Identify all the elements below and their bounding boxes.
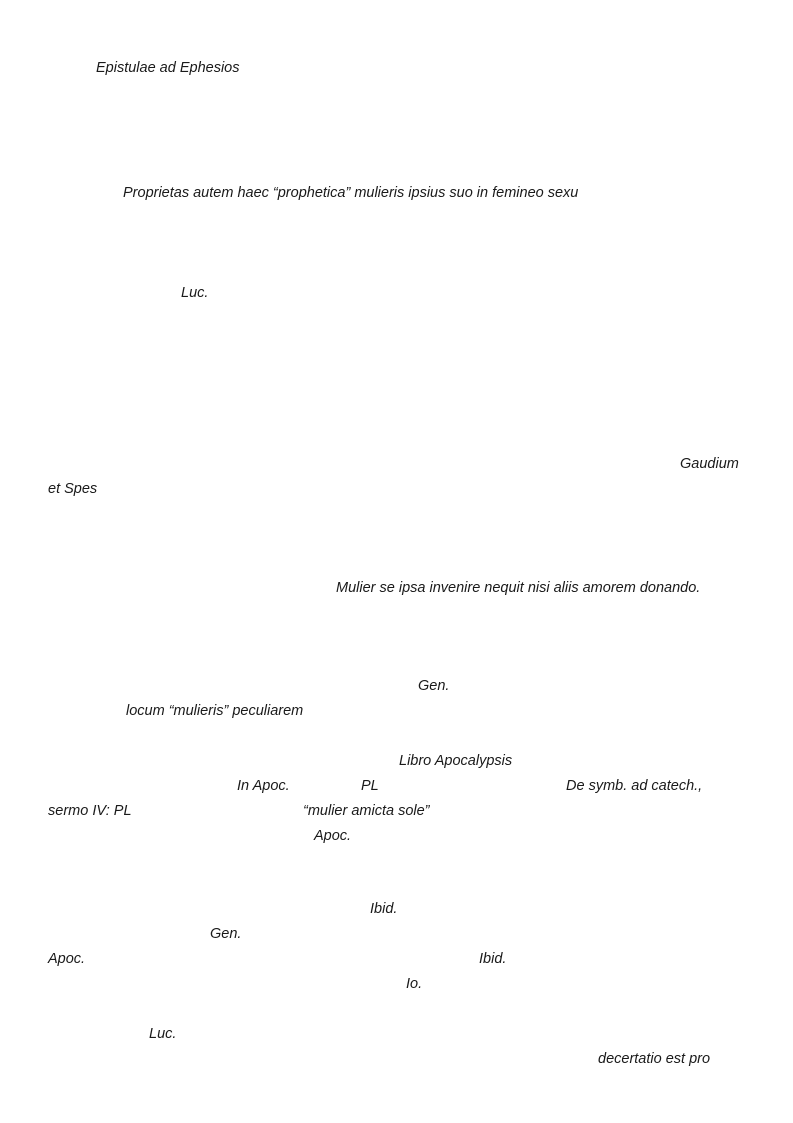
citation-gen: Gen. bbox=[418, 678, 450, 694]
reference-libro-apocalypsis: Libro Apocalypsis bbox=[399, 753, 513, 769]
italic-phrase-locum-mulieris: locum “mulieris” peculiarem bbox=[126, 703, 304, 719]
citation-sermo-iv-pl: sermo IV: PL bbox=[48, 803, 132, 819]
citation-luc: Luc. bbox=[181, 285, 209, 301]
citation-de-symb: De symb. ad catech., bbox=[566, 778, 703, 794]
citation-luc: Luc. bbox=[149, 1026, 177, 1042]
document-title-gaudium: Gaudium bbox=[680, 456, 739, 472]
citation-apoc: Apoc. bbox=[48, 951, 86, 967]
citation-ibid: Ibid. bbox=[370, 901, 398, 917]
citation-in-apoc: In Apoc. bbox=[237, 778, 290, 794]
reference-epistulae-ad-ephesios: Epistulae ad Ephesios bbox=[96, 60, 240, 76]
citation-ibid: Ibid. bbox=[479, 951, 507, 967]
citation-pl: PL bbox=[361, 778, 379, 794]
document-title-et-spes: et Spes bbox=[48, 481, 98, 497]
citation-apoc: Apoc. bbox=[314, 828, 352, 844]
citation-io: Io. bbox=[406, 976, 423, 992]
citation-gen: Gen. bbox=[210, 926, 242, 942]
italic-phrase-decertatio: decertatio est pro bbox=[598, 1051, 711, 1067]
italic-sentence-proprietas: Proprietas autem haec “prophetica” mulieris ipsius suo in femineo sexu bbox=[123, 185, 579, 201]
italic-sentence-mulier: Mulier se ipsa invenire nequit nisi aliis amorem donando. bbox=[336, 580, 701, 596]
italic-phrase-mulier-amicta-sole: “mulier amicta sole” bbox=[303, 803, 430, 819]
